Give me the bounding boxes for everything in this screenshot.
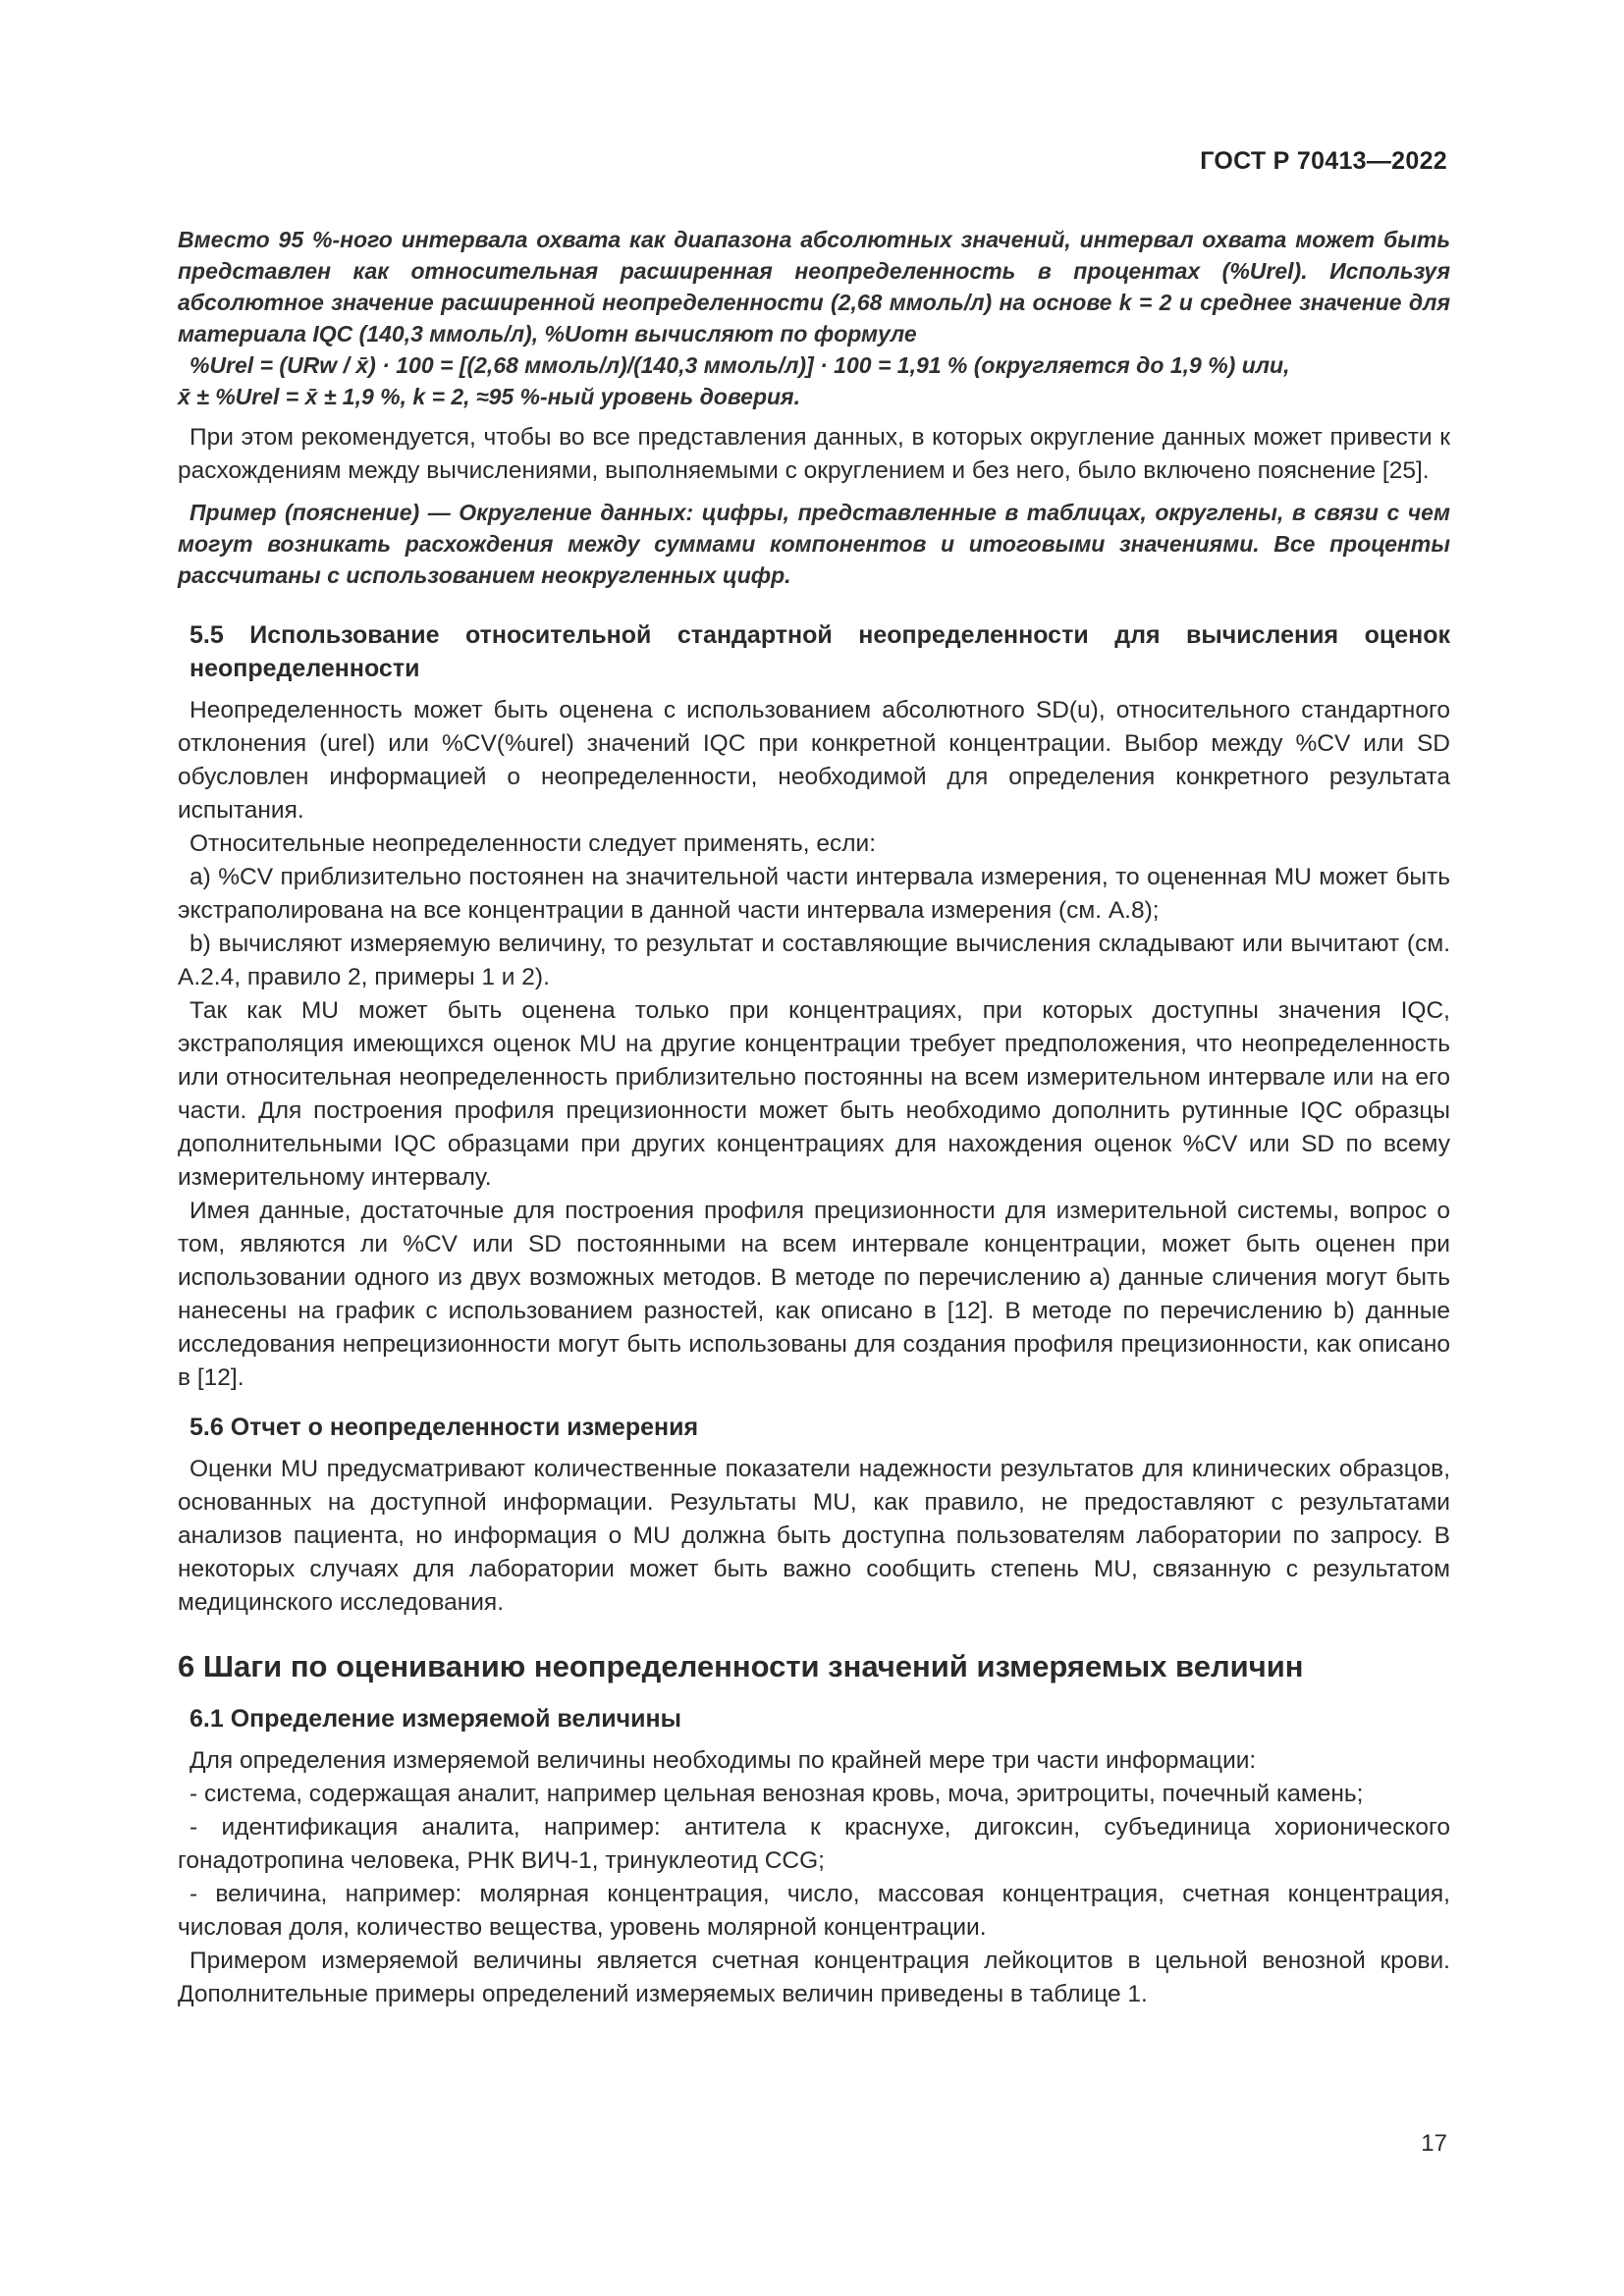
section-6-1-item-3: - величина, например: молярная концентрация, число, массовая концентрация, счетная концентрация, числовая доля, количество вещества, уровень молярной концентрации. xyxy=(178,1881,1450,1941)
rounding-recommendation: При этом рекомендуется, чтобы во все представления данных, в которых округление данных может привести к расхождениям между вычислениями, выполняемыми с округлением и без него, было включено пояснение [25]. xyxy=(178,424,1450,484)
section-5-5-paragraph-2: Относительные неопределенности следует применять, если: xyxy=(189,830,877,857)
section-5-5-paragraph-4: Имея данные, достаточные для построения профиля прецизионности для измерительной системы, вопрос о том, являются ли %CV или SD постоянными на всем интервале концентрации, может быть оценен при использовании одного из двух возможных методов. В методе по перечислению а) данные сличения могут быть нанесены на график с использованием разностей, как описано в [12]. В методе по перечислению b) данные исследования непрецизионности могут быть использованы для создания профиля прецизионности, как описано в [12]. xyxy=(178,1198,1450,1391)
section-5-5-item-a: a) %CV приблизительно постоянен на значительной части интервала измерения, то оцененная MU может быть экстраполирована на все концентрации в данной части интервала измерения (см. А.8); xyxy=(178,864,1450,924)
formula-line-1: %Urel = (URw / x̄) · 100 = [(2,68 ммоль/л)/(140,3 ммоль/л)] · 100 = 1,91 % (округляется до 1,9 %) или, xyxy=(189,352,1290,378)
section-6-1-item-2: - идентификация аналита, например: антитела к краснухе, дигоксин, субъединица хорионического гонадотропина человека, РНК ВИЧ-1, тринуклеотид CCG; xyxy=(178,1814,1450,1874)
document-header: ГОСТ Р 70413—2022 xyxy=(1200,147,1447,175)
section-5-6-heading: 5.6 Отчет о неопределенности измерения xyxy=(189,1414,699,1441)
formula-line-2: x̄ ± %Urel = x̄ ± 1,9 %, k = 2, ≈95 %-ный уровень доверия. xyxy=(178,384,800,409)
section-6-1-paragraph-2: Примером измеряемой величины является счетная концентрация лейкоцитов в цельной венозной крови. Дополнительные примеры определений измеряемых величин приведены в таблице 1. xyxy=(178,1948,1450,2007)
section-6-1-heading: 6.1 Определение измеряемой величины xyxy=(189,1705,681,1733)
section-6-1-item-1: - система, содержащая аналит, например цельная венозная кровь, моча, эритроциты, почечный камень; xyxy=(189,1781,1364,1807)
section-5-5-paragraph-3: Так как MU может быть оценена только при концентрациях, при которых доступны значения IQC, экстраполяция имеющихся оценок MU на другие концентрации требует предположения, что неопределенность или относительная неопределенность приблизительно постоянны на всем измерительном интервале или на его части. Для построения профиля прецизионности может быть необходимо дополнить рутинные IQC образцы дополнительными IQC образцами при других концентрациях для нахождения оценок %CV или SD по всему измерительному интервалу. xyxy=(178,997,1450,1191)
page-content xyxy=(178,224,1450,2011)
section-5-5-paragraph-1: Неопределенность может быть оценена с использованием абсолютного SD(u), относительного стандартного отклонения (urel) или %CV(%urel) значений IQC при конкретной концентрации. Выбор между %CV или SD обусловлен информацией о неопределенности, необходимой для определения конкретного результата испытания. xyxy=(178,697,1450,824)
section-6-heading: 6 Шаги по оцениванию неопределенности значений измеряемых величин xyxy=(178,1649,1304,1683)
relative-uncertainty-note: Вместо 95 %-ного интервала охвата как диапазона абсолютных значений, интервал охвата может быть представлен как относительная расширенная неопределенность в процентах (%Urel). Используя абсолютное значение расширенной неопределенности (2,68 ммоль/л) на основе k = 2 и среднее значение для материала IQC (140,3 ммоль/л), %Uотн вычисляют по формуле xyxy=(178,227,1450,347)
page-number: 17 xyxy=(1421,2130,1447,2157)
section-5-5-heading: 5.5 Использование относительной стандартной неопределенности для вычисления оценок неопределенности xyxy=(189,621,1450,682)
section-6-1-paragraph-1: Для определения измеряемой величины необходимы по крайней мере три части информации: xyxy=(189,1747,1257,1774)
section-5-6-paragraph: Оценки MU предусматривают количественные показатели надежности результатов для клинических образцов, основанных на доступной информации. Результаты MU, как правило, не предоставляют с результатами анализов пациента, но информация о MU должна быть доступна пользователям лаборатории по запросу. В некоторых случаях для лаборатории может быть важно сообщить степень MU, связанную с результатом медицинского исследования. xyxy=(178,1456,1450,1616)
section-5-5-item-b: b) вычисляют измеряемую величину, то результат и составляющие вычисления складывают или вычитают (см. А.2.4, правило 2, примеры 1 и 2). xyxy=(178,931,1450,990)
rounding-example-note: Пример (пояснение) — Округление данных: цифры, представленные в таблицах, округлены, в связи с чем могут возникать расхождения между суммами компонентов и итоговыми значениями. Все проценты рассчитаны с использованием неокругленных цифр. xyxy=(178,500,1450,588)
